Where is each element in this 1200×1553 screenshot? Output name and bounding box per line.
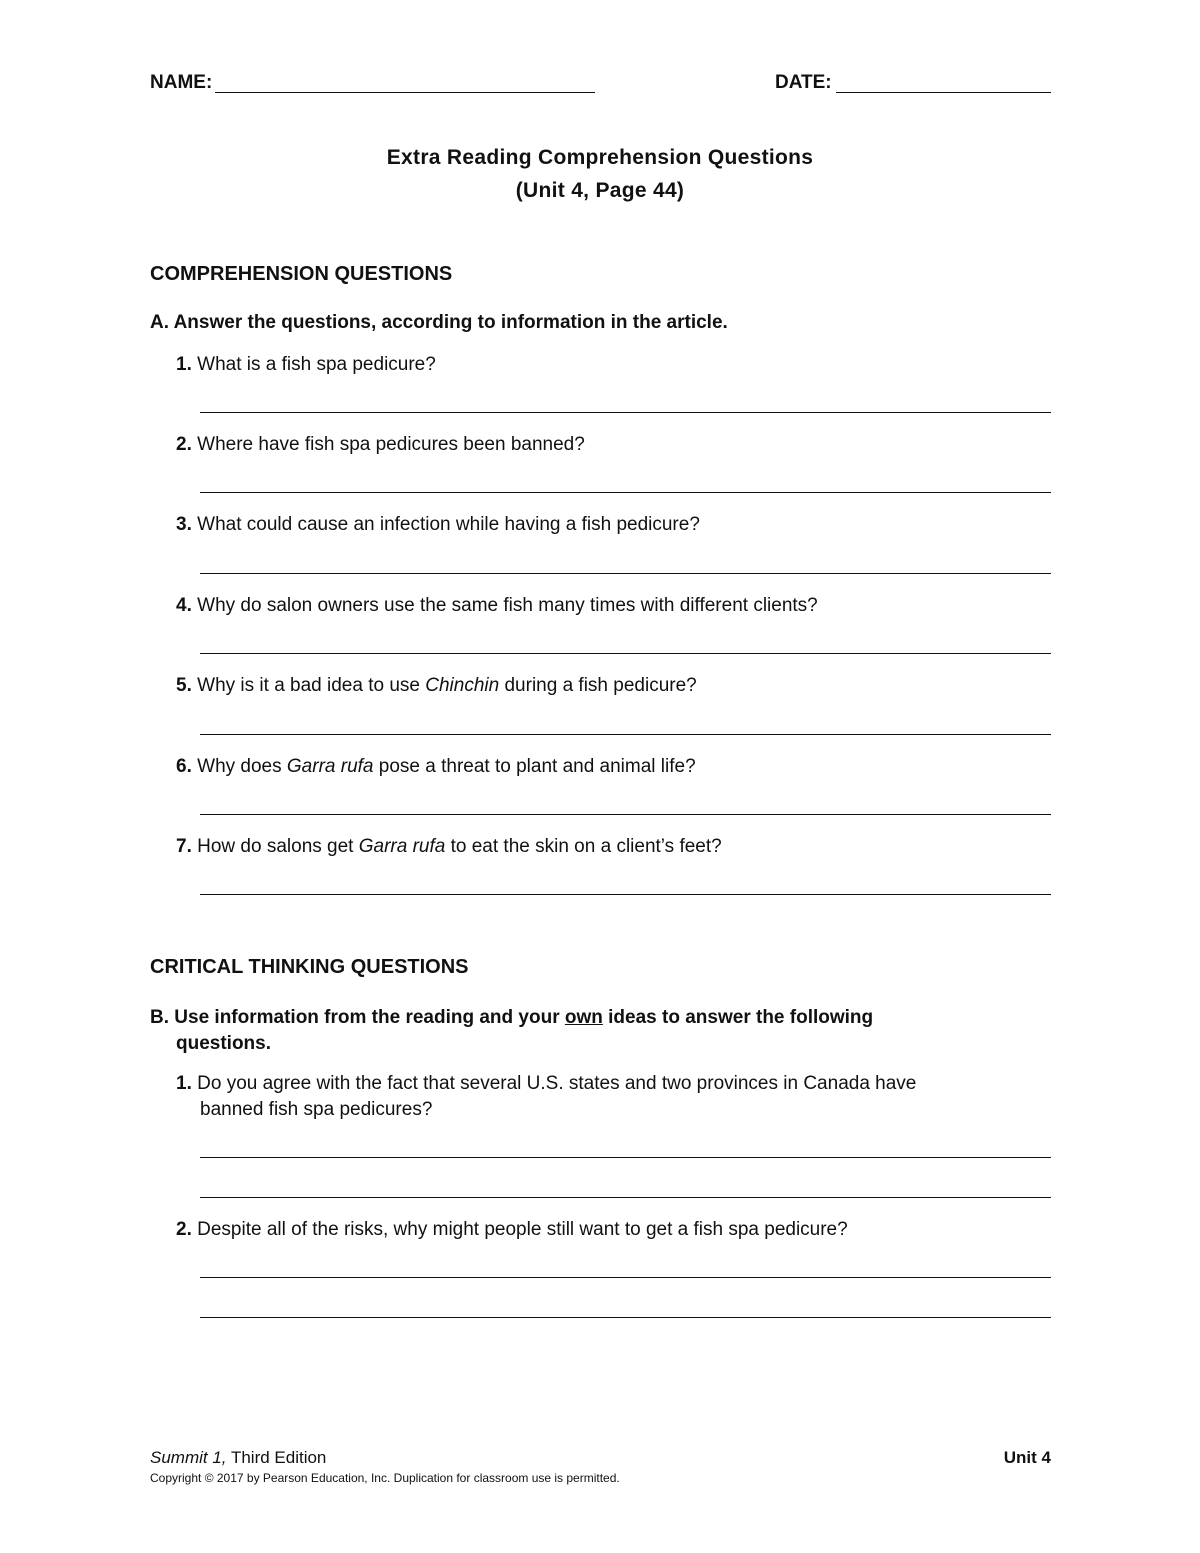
name-label: NAME: <box>150 72 213 93</box>
question-a5 <box>176 673 697 699</box>
question-number: 7. <box>176 836 192 857</box>
question-number: 6. <box>176 756 192 777</box>
instruction-b-post: ideas to answer the following <box>602 1007 874 1028</box>
answer-line[interactable] <box>200 734 1051 735</box>
question-text: What is a fish spa pedicure? <box>197 354 436 375</box>
question-text-italic: Chinchin <box>425 675 500 696</box>
question-a7 <box>176 834 722 860</box>
question-text-pre: Why is it a bad idea to use <box>197 675 426 696</box>
footer-book-title <box>150 1448 326 1468</box>
question-text: Why do salon owners use the same fish many times with different clients? <box>197 595 818 616</box>
question-a6 <box>176 754 696 780</box>
question-number: 2. <box>176 434 192 455</box>
instruction-b-line2: questions. <box>176 1033 272 1054</box>
question-a2 <box>176 432 585 458</box>
question-text-post: during a fish pedicure? <box>499 675 697 696</box>
instruction-b-underlined: own <box>564 1007 603 1028</box>
date-field[interactable] <box>836 92 1051 93</box>
name-field[interactable] <box>215 92 595 93</box>
date-label: DATE: <box>775 72 832 93</box>
question-text-line1: Do you agree with the fact that several U.S. states and two provinces in Canada have <box>197 1073 917 1094</box>
footer-unit: Unit 4 <box>1003 1448 1051 1467</box>
question-text: Despite all of the risks, why might people still want to get a fish spa pedicure? <box>197 1219 848 1240</box>
answer-line[interactable] <box>200 894 1051 895</box>
question-a1 <box>176 352 436 378</box>
answer-line[interactable] <box>200 1197 1051 1198</box>
worksheet-subtitle: (Unit 4, Page 44) <box>515 179 685 202</box>
question-text-post: pose a threat to plant and animal life? <box>373 756 696 777</box>
answer-line[interactable] <box>200 1277 1051 1278</box>
question-a4 <box>176 593 818 619</box>
answer-line[interactable] <box>200 1317 1051 1318</box>
instruction-b-pre: B. Use information from the reading and your <box>150 1007 565 1028</box>
question-number: 2. <box>176 1219 192 1240</box>
question-b1-line2: banned fish spa pedicures? <box>200 1099 433 1120</box>
question-number: 5. <box>176 675 192 696</box>
question-number: 4. <box>176 595 192 616</box>
question-text: Where have fish spa pedicures been banned? <box>197 434 585 455</box>
footer-book-italic: Summit 1, <box>150 1448 227 1467</box>
answer-line[interactable] <box>200 653 1051 654</box>
critical-thinking-heading: CRITICAL THINKING QUESTIONS <box>150 956 469 978</box>
comprehension-heading: COMPREHENSION QUESTIONS <box>150 263 453 285</box>
question-number: 1. <box>176 1073 192 1094</box>
footer-copyright: Copyright © 2017 by Pearson Education, Inc. Duplication for classroom use is permitted. <box>150 1471 620 1485</box>
question-text-post: to eat the skin on a client’s feet? <box>445 836 722 857</box>
answer-line[interactable] <box>200 412 1051 413</box>
question-text: What could cause an infection while having a fish pedicure? <box>197 514 700 535</box>
answer-line[interactable] <box>200 492 1051 493</box>
worksheet-title: Extra Reading Comprehension Questions <box>386 146 814 169</box>
question-text-italic: Garra rufa <box>286 756 374 777</box>
instruction-a: A. Answer the questions, according to information in the article. <box>150 312 728 333</box>
answer-line[interactable] <box>200 1157 1051 1158</box>
answer-line[interactable] <box>200 814 1051 815</box>
question-a3 <box>176 512 700 538</box>
question-text-pre: Why does <box>197 756 287 777</box>
question-text-pre: How do salons get <box>197 836 359 857</box>
answer-line[interactable] <box>200 573 1051 574</box>
question-text-italic: Garra rufa <box>358 836 446 857</box>
instruction-b <box>150 1007 873 1029</box>
question-number: 3. <box>176 514 192 535</box>
question-b2 <box>176 1217 1036 1243</box>
question-b1 <box>176 1071 1036 1097</box>
footer-edition: Third Edition <box>226 1448 327 1467</box>
question-number: 1. <box>176 354 192 375</box>
